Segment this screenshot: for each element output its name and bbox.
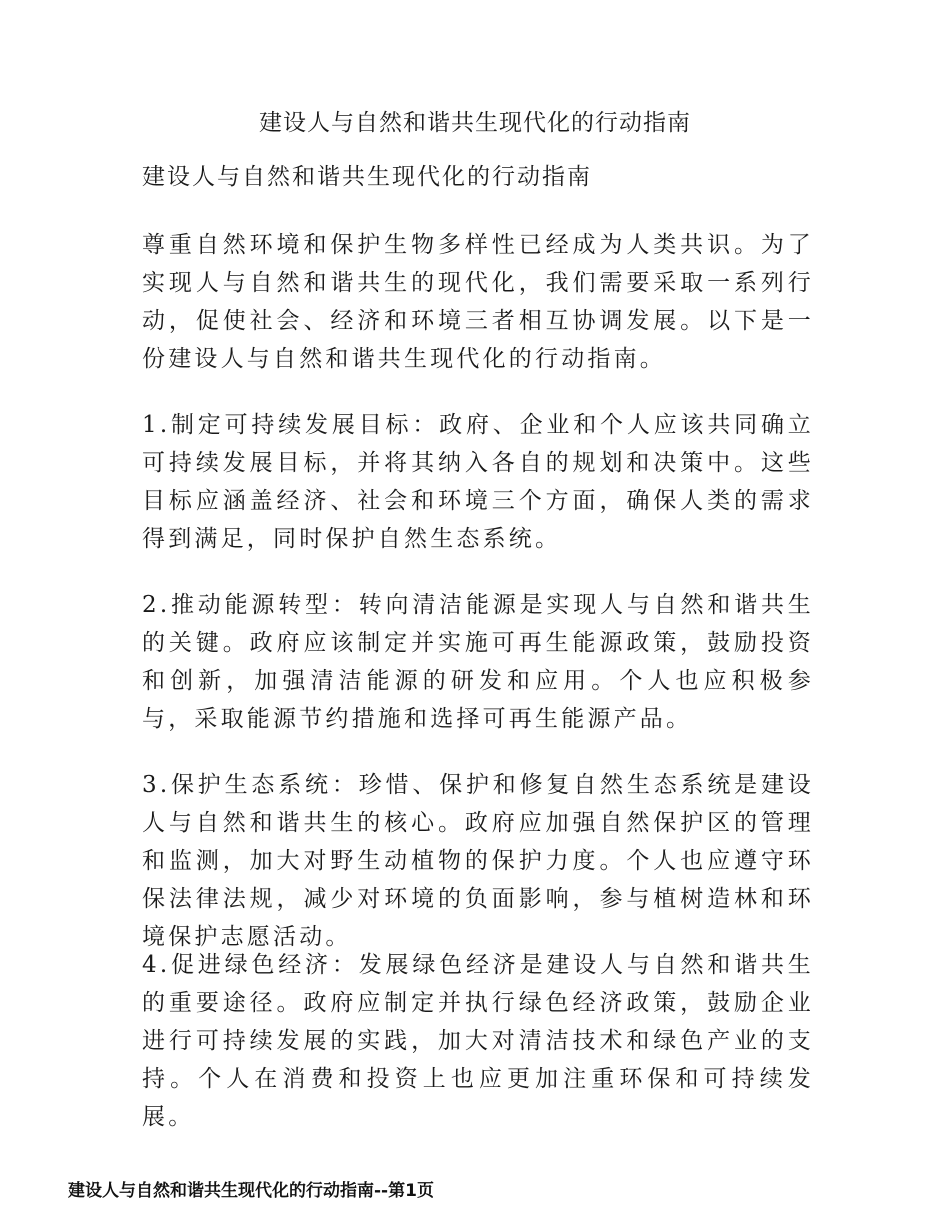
document-heading: 建设人与自然和谐共生现代化的行动指南 [142, 164, 592, 190]
paragraph-3: 3.保护生态系统：珍惜、保护和修复自然生态系统是建设人与自然和谐共生的核心。政府应加强自然保护区的管理和监测，加大对野生动植物的保护力度。个人也应遵守环保法律法规，减少对环境的负面影响，参与植树造林和环境保护志愿活动。 [142, 772, 814, 950]
paragraph-4: 4.促进绿色经济：发展绿色经济是建设人与自然和谐共生的重要途径。政府应制定并执行绿色经济政策，鼓励企业进行可持续发展的实践，加大对清洁技术和绿色产业的支持。个人在消费和投资上也应更加注重环保和可持续发展。 [142, 952, 814, 1130]
paragraph-1: 1.制定可持续发展目标：政府、企业和个人应该共同确立可持续发展目标，并将其纳入各自的规划和决策中。这些目标应涵盖经济、社会和环境三个方面，确保人类的需求得到满足，同时保护自然生态系统。 [142, 412, 814, 552]
page-title: 建设人与自然和谐共生现代化的行动指南 [259, 110, 691, 136]
intro-paragraph: 尊重自然环境和保护生物多样性已经成为人类共识。为了实现人与自然和谐共生的现代化，我们需要采取一系列行动，促使社会、经济和环境三者相互协调发展。以下是一份建设人与自然和谐共生现代化的行动指南。 [142, 232, 814, 372]
page-footer: 建设人与自然和谐共生现代化的行动指南--第1页 [68, 1181, 434, 1201]
paragraph-2: 2.推动能源转型：转向清洁能源是实现人与自然和谐共生的关键。政府应该制定并实施可再生能源政策，鼓励投资和创新，加强清洁能源的研发和应用。个人也应积极参与，采取能源节约措施和选择可再生能源产品。 [142, 592, 814, 732]
